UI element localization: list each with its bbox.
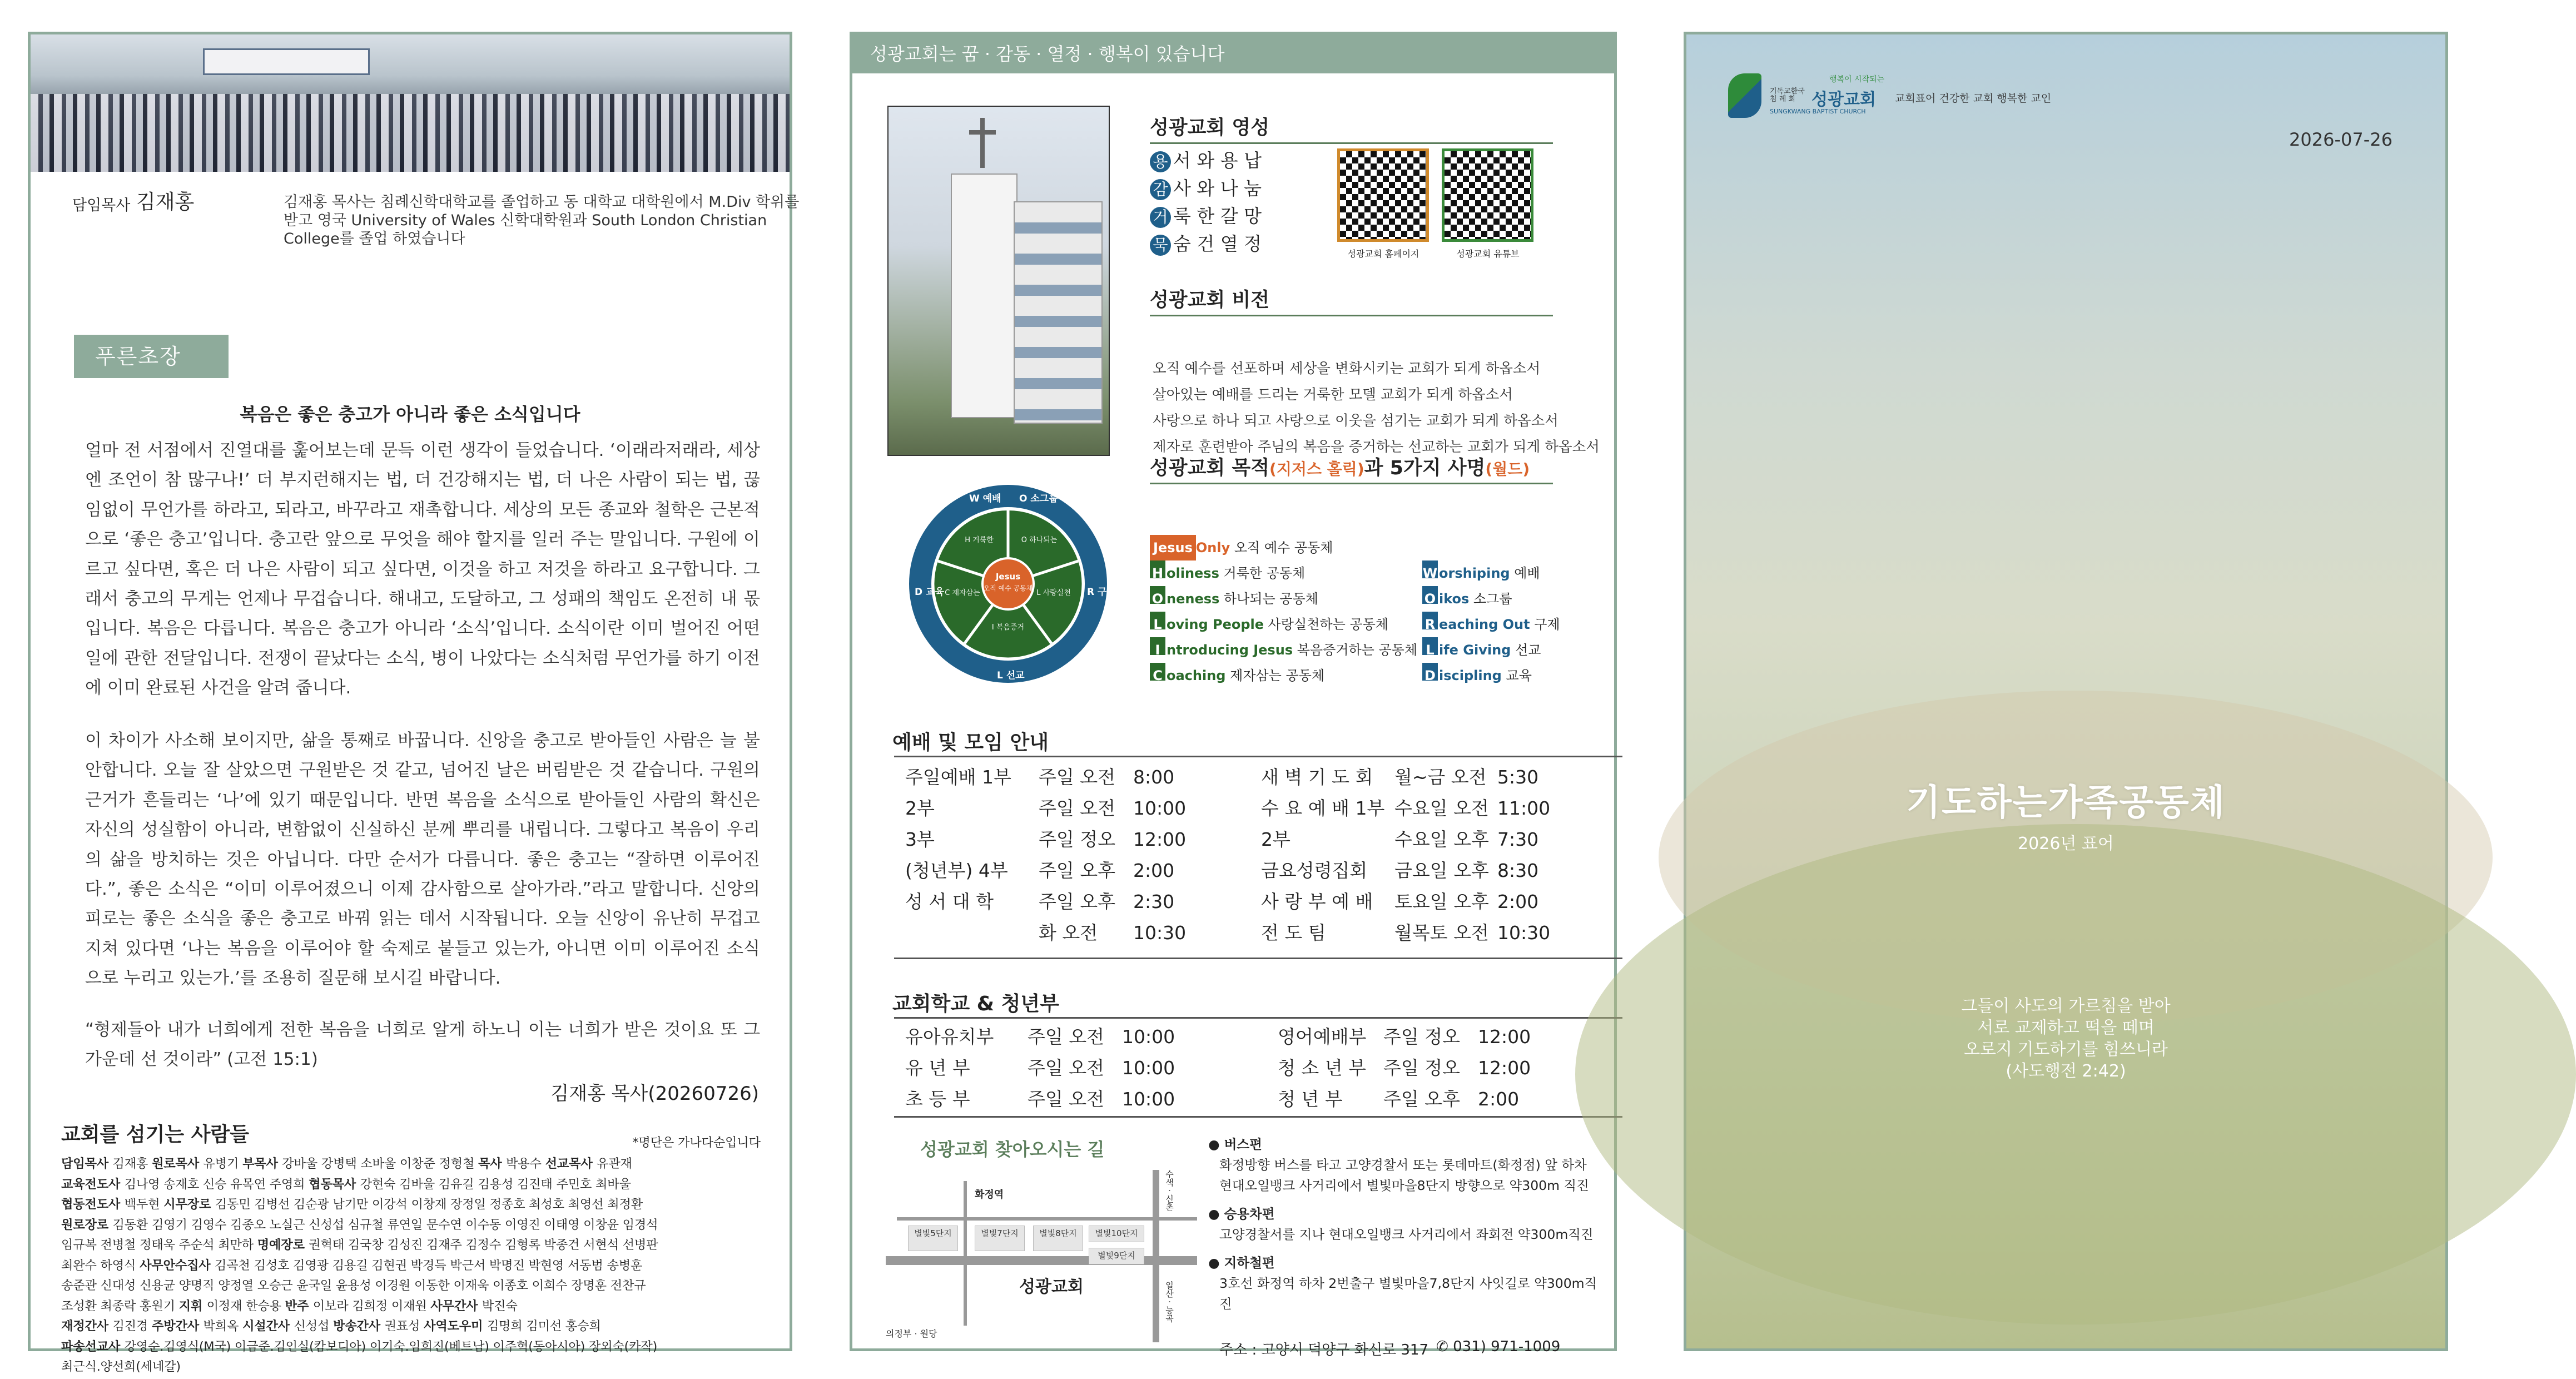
- spirit-item: [1150, 202, 1262, 230]
- worship-schedule: [894, 762, 1622, 949]
- map-b9: 별빛9단지: [1089, 1248, 1144, 1264]
- direction-item: [1208, 1204, 1597, 1245]
- column-paragraph-3: “형제들아 내가 너희에게 전한 복음을 너희로 알게 하노니 이는 너희가 받은 것이요 또 그 가운데 선 것이라” (고전 15:1): [85, 1020, 760, 1070]
- world-rest: ikos: [1439, 591, 1470, 607]
- schedule-cell: 10:00: [1122, 1057, 1175, 1079]
- people-role: 담임목사: [61, 1157, 113, 1171]
- people-names: 김재홍: [112, 1157, 152, 1171]
- verse-line: 오로지 기도하기를 힘쓰니라: [1964, 1040, 2168, 1059]
- purpose-title: [1150, 453, 1553, 484]
- people-role: 협동전도사: [61, 1197, 125, 1212]
- schedule-row: [894, 1084, 1622, 1115]
- spirit-initial: 용: [1150, 151, 1171, 172]
- panel-header: 성광교회는 꿈 · 감동 · 열정 · 행복이 있습니다: [852, 34, 1614, 73]
- church-name: 성광교회: [1811, 90, 1876, 110]
- verse-line: 서로 교제하고 떡을 떼며: [1977, 1018, 2155, 1038]
- jesus-only: Only: [1195, 540, 1230, 555]
- people-names: 백두현: [124, 1197, 164, 1212]
- column-paragraph-2: 이 차이가 사소해 보이지만, 삶을 통째로 바꿉니다. 신앙을 충고로 받아들인 사람은 늘 불안합니다. 오늘 잘 살았으면 구원받은 것 같고, 넘어진 날은 버림받은 것 같습니다. 구원의 근거가 흔들리는 ‘나’에 있기 때문입니다. 반면 복음을 소식으로 받아들인 사람의 확신은 자신의 성실함이 아니라, 변함없이 신실하신 분께 뿌리를 내립니다. 그렇다고 복음이 우리의 삶을 방치하는 것은 아닙니다. 다만 순서가 다릅니다. 좋은 충고는 “잘하면 이루어진다.”, 좋은 소식은 “이미 이루어졌으니 이제 감사함으로 살아가라.”라고 말합니다. 신앙의 피로는 좋은 소식을 좋은 충고로 바꿔 읽는 데서 시작됩니다. 오늘 신앙이 유난히 무겁고 지쳐 있다면 ‘나는 복음을 이루어야 할 숙제로 붙들고 있는가, 아니면 이미 이루어진 소식으로 누리고 있는가.’를 조용히 질문해 보시길 바랍니다.: [85, 731, 760, 989]
- schedule-row: [894, 1053, 1622, 1084]
- people-names: 이보라 김희정 이재원: [312, 1298, 431, 1313]
- world-rest: ife Giving: [1439, 642, 1511, 658]
- schedule-cell: 10:00: [1122, 1088, 1175, 1110]
- crowd-image: [31, 94, 790, 172]
- pastor-role: 담임목사: [72, 197, 131, 214]
- wheel-h: H 거룩한: [965, 536, 994, 544]
- people-names: 권표성: [384, 1319, 424, 1333]
- people-list: [61, 1154, 767, 1377]
- schedule-cell: 주일 오후: [1039, 891, 1116, 912]
- people-role: 방송간사: [333, 1319, 385, 1333]
- pastor-name: 김재홍: [136, 191, 195, 214]
- world-letter: R: [1422, 612, 1438, 629]
- map-main-road: [886, 1256, 1197, 1265]
- world-letter: L: [1422, 637, 1438, 655]
- cover-title: 기도하는가족공동체: [1906, 782, 2226, 824]
- holic-rest: oaching: [1167, 668, 1226, 683]
- world-desc: 교육: [1501, 668, 1532, 683]
- mission-wheel-diagram: [908, 484, 1116, 684]
- direction-mode: ● 버스편: [1208, 1137, 1262, 1152]
- people-role: 선교목사: [545, 1157, 597, 1171]
- people-names: 조성환 최종락 홍원기: [61, 1298, 179, 1313]
- people-names: 김곡천 김성호 김영광 김용길 김현권 박경득 박근서 박명진 박현영 서동범 송병훈: [215, 1258, 643, 1273]
- people-names: 유병기: [203, 1157, 243, 1171]
- column-title: 복음은 좋은 충고가 아니라 좋은 소식입니다: [240, 404, 580, 425]
- spirit-initial: 감: [1150, 179, 1171, 200]
- schedule-cell: 10:30: [1133, 922, 1187, 944]
- schedule-cell: 3부: [905, 829, 935, 850]
- people-row: [61, 1174, 767, 1195]
- people-note: *명단은 가나다순입니다: [632, 1136, 761, 1150]
- wheel-center-label: Jesus: [995, 572, 1021, 582]
- people-names: 강영순.김영식(M국) 이금준.김인실(캄보디아) 이기숙.임희진(베트남) 이주혁(동아시아) 장외숙(카작): [124, 1339, 658, 1354]
- purpose-title-main: 성광교회 목적: [1150, 457, 1270, 479]
- schedule-cell: 2:00: [1478, 1088, 1520, 1110]
- schedule-row: [894, 762, 1622, 793]
- world-desc: 구제: [1530, 617, 1560, 632]
- schedule-cell: 8:30: [1497, 860, 1539, 881]
- schedule-cell: 주일예배 1부: [905, 766, 1011, 788]
- map-station: 화정역: [975, 1189, 1004, 1201]
- schedule-cell: 주일 오전: [1028, 1026, 1105, 1048]
- world-rest: eaching Out: [1439, 617, 1530, 632]
- world-letter: O: [1422, 586, 1438, 604]
- people-row: [61, 1235, 767, 1256]
- spirit-initial: 묵: [1150, 235, 1171, 256]
- holic-item: [1150, 586, 1417, 612]
- church-logo-icon: [1728, 73, 1761, 118]
- world-desc: 예배: [1510, 566, 1540, 581]
- schedule-cell: 사 랑 부 예 배: [1261, 891, 1373, 912]
- direction-text: 3호선 화정역 하차 2번출구 별빛마을7,8단지 사잇길로 약300m직진: [1219, 1276, 1597, 1312]
- schedule-cell: 월목토 오전: [1394, 922, 1489, 944]
- schedule-cell: 2부: [1261, 829, 1291, 850]
- world-word: [1422, 591, 1469, 607]
- schedule-row: [894, 886, 1622, 917]
- schedule-cell: 10:00: [1133, 797, 1187, 819]
- column-paragraph-1: 얼마 전 서점에서 진열대를 훑어보는데 문득 이런 생각이 들었습니다. ‘이래라저래라, 세상엔 조언이 참 많구나!’ 더 부지런해지는 법, 더 건강해지는 법, 더 나은 사람이 되는 법, 끊임없이 무언가를 하라고, 되라고, 바꾸라고 재촉합니다. 세상의 모든 종교와 철학은 근본적으로 ‘좋은 충고’입니다. 충고란 앞으로 무엇을 해야 할지를 일러 주는 말입니다. 구원에 이르고 싶다면, 혹은 더 나은 사람이 되고 싶다면, 이것을 하고 저것을 하라고 요구합니다. 그래서 충고의 무게는 언제나 무겁습니다. 해내고, 도달하고, 그 성패의 책임도 온전히 내 몫입니다. 복음은 다릅니다. 복음은 충고가 아니라 ‘소식’입니다. 소식이란 이미 벌어진 어떤 일에 관한 전달입니다. 전쟁이 끝났다는 소식, 병이 나았다는 소식처럼 무언가를 하기 이전에 이미 완료된 사건을 알려 줍니다.: [85, 440, 760, 698]
- world-desc: 소그룹: [1469, 591, 1512, 607]
- holic-letter: H: [1150, 560, 1165, 578]
- spirit-text: 사 와 나 눔: [1173, 177, 1262, 199]
- world-rest: iscipling: [1439, 668, 1502, 683]
- people-row: [61, 1256, 767, 1276]
- people-role: 시설간사: [242, 1319, 294, 1333]
- holic-item: [1150, 612, 1417, 637]
- direction-text: 화정방향 버스를 타고 고양경찰서 또는 롯데마트(화정점) 앞 하차 현대오일뱅크 사거리에서 별빛마을8단지 방향으로 약300m 직진: [1219, 1157, 1589, 1193]
- holic-letter: O: [1150, 586, 1165, 604]
- schedule-cell: 7:30: [1497, 829, 1539, 850]
- year-motto: 교회표어 건강한 교회 행복한 교인: [1895, 92, 2052, 105]
- people-names: 강현숙 김바울 김유길 김용성 김진태 주민호 최바울: [360, 1177, 631, 1192]
- spirit-initial: 거: [1150, 207, 1171, 228]
- photo-strip: [31, 34, 790, 172]
- spirit-item: [1150, 230, 1262, 258]
- world-list: [1422, 560, 1560, 688]
- wheel-o: O 하나되는: [1021, 536, 1058, 544]
- map-susek: 수색 · 신촌: [1164, 1170, 1174, 1212]
- schedule-cell: 유 년 부: [905, 1057, 970, 1079]
- worship-divider-top: [894, 756, 1622, 757]
- schedule-cell: 주일 오전: [1028, 1088, 1105, 1110]
- building-wing: [1014, 201, 1103, 424]
- people-role: 반주: [285, 1298, 313, 1313]
- schedule-cell: 월~금 오전: [1394, 766, 1487, 788]
- people-names: 송준관 신대성 신용균 양명직 양정열 오승근 윤국일 윤용성 이경원 이동한 이재욱 이종호 이희수 장명훈 전찬규: [61, 1278, 646, 1293]
- verse-line: 그들이 사도의 가르침을 받아: [1961, 996, 2171, 1016]
- people-names: 김진경: [112, 1319, 152, 1333]
- schedule-cell: 2:30: [1133, 891, 1175, 912]
- homepage-qr-icon[interactable]: [1337, 148, 1429, 242]
- direction-item: [1208, 1134, 1597, 1196]
- people-row: [61, 1194, 767, 1215]
- holic-word: [1150, 617, 1264, 632]
- holic-desc: 제자삼는 공동체: [1225, 668, 1325, 683]
- people-names: 강바울 강병택 소바울 이창준 정형철: [282, 1157, 479, 1171]
- cover-subtitle: 2026년 표어: [2018, 834, 2114, 854]
- schedule-cell: 주일 정오: [1039, 829, 1116, 850]
- schedule-cell: 금요성령집회: [1261, 860, 1368, 881]
- people-role: 재정간사: [61, 1319, 113, 1333]
- people-names: 최완수 하영식: [61, 1258, 140, 1273]
- schedule-row: [894, 917, 1622, 949]
- people-names: 유관재: [597, 1157, 632, 1171]
- schedule-row: [894, 793, 1622, 824]
- holic-word: [1150, 668, 1226, 683]
- map-road-3: [1153, 1170, 1159, 1342]
- schedule-cell: 주일 오후: [1383, 1088, 1461, 1110]
- world-word: [1422, 566, 1510, 581]
- people-names: 김나영 송재호 신승 유목연 주영희: [124, 1177, 309, 1192]
- wheel-l2: L 선교: [997, 670, 1025, 681]
- pastor-bio: 김재홍 목사는 침례신학대학교를 졸업하고 동 대학교 대학원에서 M.Div 학위를 받고 영국 University of Wales 신학대학원과 South London Christian College를 졸업 하였습니다: [284, 194, 800, 247]
- people-row: [61, 1357, 767, 1377]
- holic-desc: 사랑실천하는 공동체: [1264, 617, 1388, 632]
- photo-banner: [203, 48, 370, 75]
- building-tower: [951, 173, 1018, 418]
- schedule-cell: 전 도 팀: [1261, 922, 1326, 944]
- church-logo: [1728, 73, 2062, 123]
- purpose-title-sub: (지저스 홀릭): [1269, 460, 1364, 478]
- worship-title: 예배 및 모임 안내: [892, 731, 1049, 754]
- vision-item: 제자로 훈련받아 주님의 복음을 증거하는 선교하는 교회가 되게 하옵소서: [1153, 439, 1600, 455]
- jesus-desc: 오직 예수 공동체: [1234, 540, 1333, 555]
- vision-item: 오직 예수를 선포하며 세상을 변화시키는 교회가 되게 하옵소서: [1153, 360, 1541, 377]
- school-title: 교회학교 & 청년부: [892, 993, 1059, 1015]
- people-role: 파송선교사: [61, 1339, 125, 1354]
- holic-rest: oliness: [1167, 566, 1219, 581]
- world-letter: D: [1422, 663, 1438, 681]
- world-item: [1422, 586, 1560, 612]
- cover-background: [1686, 34, 2445, 1348]
- schedule-row: [894, 855, 1622, 886]
- people-role: 주방간사: [152, 1319, 204, 1333]
- people-role: 부목사: [242, 1157, 282, 1171]
- section-tag: 푸른초장: [74, 335, 229, 378]
- holic-word: [1150, 591, 1219, 607]
- people-names: 김명희 김미선 홍승희: [487, 1319, 601, 1333]
- schedule-cell: 성 서 대 학: [905, 891, 994, 912]
- holic-list: [1150, 560, 1417, 688]
- wheel-i: I 복음증거: [991, 623, 1025, 632]
- schedule-cell: 주일 오전: [1039, 797, 1116, 819]
- column-signature: 김재홍 목사(20260726): [550, 1083, 759, 1105]
- people-role: 명예장로: [257, 1238, 309, 1252]
- schedule-cell: 청 소 년 부: [1278, 1057, 1366, 1079]
- people-row: [61, 1296, 767, 1317]
- holic-item: [1150, 637, 1417, 663]
- people-names: 임규복 전병철 정태욱 주순석 최만하: [61, 1238, 257, 1252]
- school-divider-bottom: [894, 1116, 1622, 1118]
- wheel-w: W 예배: [969, 493, 1001, 504]
- holic-item: [1150, 663, 1417, 688]
- mission-list: [1150, 535, 1417, 688]
- school-schedule: [894, 1021, 1622, 1115]
- school-divider-top: [894, 1017, 1622, 1019]
- vision-item: 사랑으로 하나 되고 사랑으로 이웃을 섬기는 교회가 되게 하옵소서: [1153, 413, 1558, 429]
- wheel-center-text: 오직 예수 공동체: [983, 584, 1033, 592]
- schedule-cell: 금요일 오후: [1394, 860, 1489, 881]
- logo-slogan: 행복이 시작되는: [1829, 75, 1885, 84]
- phone-number[interactable]: 031) 971-1009: [1453, 1338, 1561, 1355]
- schedule-cell: 12:00: [1478, 1057, 1531, 1079]
- congregation-photo: [31, 34, 790, 172]
- world-item: [1422, 663, 1560, 688]
- people-row: [61, 1316, 767, 1337]
- schedule-cell: 2부: [905, 797, 935, 819]
- people-role: 사무안수집사: [140, 1258, 215, 1273]
- wheel-l: L 사랑실천: [1036, 589, 1071, 597]
- qr-caption-youtube: 성광교회 유튜브: [1456, 249, 1520, 259]
- map-road-2: [897, 1217, 1197, 1221]
- verse-line: (사도행전 2:42): [2006, 1061, 2126, 1081]
- map-b8: 별빛8단지: [1033, 1226, 1083, 1251]
- schedule-cell: 수요일 오전: [1394, 797, 1489, 819]
- people-names: 신성섭: [294, 1319, 334, 1333]
- holic-desc: 거룩한 공동체: [1219, 566, 1306, 581]
- people-row: [61, 1276, 767, 1296]
- holic-letter: I: [1150, 637, 1165, 655]
- people-role: 목사: [478, 1157, 507, 1171]
- people-names: 박희옥: [203, 1319, 243, 1333]
- people-role: 사역도우미: [424, 1319, 487, 1333]
- schedule-cell: 주일 정오: [1383, 1057, 1461, 1079]
- vision-list: [1153, 356, 1600, 460]
- schedule-row: [894, 1021, 1622, 1053]
- schedule-cell: 초 등 부: [905, 1088, 970, 1110]
- church-phone: [1436, 1338, 1560, 1355]
- schedule-cell: 주일 정오: [1383, 1026, 1461, 1048]
- map-title: 성광교회 찾아오시는 길: [920, 1139, 1105, 1160]
- people-role: 교육전도사: [61, 1177, 125, 1192]
- holic-rest: oving People: [1167, 617, 1264, 632]
- people-names: 박진숙: [482, 1298, 518, 1313]
- bulletin-date: 2026-07-26: [2289, 129, 2393, 150]
- bulletin-panel-info: [850, 32, 1617, 1358]
- jesus-badge: Jesus: [1150, 535, 1196, 560]
- purpose-title-mid: 과 5가지 사명: [1364, 457, 1486, 479]
- people-role: 협동목사: [309, 1177, 360, 1192]
- people-role: 사무간사: [430, 1298, 482, 1313]
- spirit-item: [1150, 175, 1262, 202]
- schedule-cell: 주일 오후: [1039, 860, 1116, 881]
- direction-item: [1208, 1253, 1597, 1314]
- world-word: [1422, 668, 1502, 683]
- schedule-cell: 12:00: [1478, 1026, 1531, 1048]
- people-role: 원로장로: [61, 1217, 113, 1232]
- people-row: [61, 1154, 767, 1174]
- people-names: 김동환 김영기 김영수 김종오 노실근 신성섭 심규철 류연일 문수연 이수동 이영진 이태영 이창윤 임경석: [112, 1217, 658, 1232]
- schedule-cell: 12:00: [1133, 829, 1187, 850]
- church-denomination: 기독교한국 침 례 회: [1770, 87, 1805, 103]
- schedule-cell: 8:00: [1133, 766, 1175, 788]
- phone-icon: ✆: [1436, 1338, 1453, 1355]
- worship-divider-bottom: [894, 958, 1622, 959]
- schedule-cell: 10:00: [1122, 1026, 1175, 1048]
- spirit-text: 숨 건 열 정: [1173, 233, 1262, 255]
- world-word: [1422, 642, 1511, 658]
- direction-mode: ● 지하철편: [1208, 1255, 1275, 1271]
- bulletin-panel-cover: [1684, 32, 2448, 1351]
- schedule-cell: 새 벽 기 도 회: [1261, 766, 1373, 788]
- spirit-text: 룩 한 갈 망: [1173, 205, 1262, 227]
- map-road-label: 의정부 · 원당: [886, 1328, 937, 1339]
- people-names: 박용수: [506, 1157, 545, 1171]
- holic-word: [1150, 642, 1293, 658]
- schedule-cell: 화 오전: [1039, 922, 1098, 944]
- holic-rest: neness: [1167, 591, 1220, 607]
- world-desc: 선교: [1511, 642, 1541, 658]
- spirit-item: [1150, 147, 1262, 175]
- people-title: 교회를 섬기는 사람들: [61, 1123, 250, 1146]
- location-map[interactable]: [875, 1131, 1203, 1345]
- vision-item: 살아있는 예배를 드리는 거룩한 모델 교회가 되게 하옵소서: [1153, 386, 1513, 403]
- world-letter: W: [1422, 560, 1438, 578]
- people-role: 지휘: [178, 1298, 207, 1313]
- wheel-r: R 구제: [1087, 587, 1116, 598]
- church-address: 주소 : 고양시 덕양구 화신로 317: [1219, 1342, 1428, 1358]
- bulletin-panel-pastor: [28, 32, 800, 1374]
- spirit-list: [1150, 147, 1262, 258]
- purpose-title-end: (월드): [1485, 460, 1530, 478]
- holic-item: [1150, 560, 1417, 586]
- schedule-cell: 주일 오전: [1039, 766, 1116, 788]
- directions-list: [1208, 1134, 1597, 1322]
- world-item: [1422, 560, 1560, 586]
- wheel-o2: O 소그룹: [1019, 493, 1058, 504]
- church-english-name: SUNGKWANG BAPTIST CHURCH: [1770, 108, 1866, 115]
- map-ilsan: 일산 · 능곡: [1164, 1281, 1174, 1323]
- people-names: 이정재 한승용: [206, 1298, 285, 1313]
- schedule-cell: 유아유치부: [905, 1026, 994, 1048]
- cross-icon: [980, 118, 985, 168]
- map-b5: 별빛5단지: [908, 1226, 958, 1251]
- schedule-cell: 2:00: [1497, 891, 1539, 912]
- holic-letter: C: [1150, 663, 1165, 681]
- direction-mode: ● 승용차편: [1208, 1206, 1275, 1222]
- people-role: 원로목사: [152, 1157, 204, 1171]
- holic-desc: 복음증거하는 공동체: [1293, 642, 1418, 658]
- spirit-text: 서 와 용 납: [1173, 150, 1262, 171]
- world-word: [1422, 617, 1530, 632]
- holic-rest: ntroducing Jesus: [1167, 642, 1293, 658]
- map-church: 성광교회: [1019, 1277, 1084, 1297]
- youtube-qr-icon[interactable]: [1442, 148, 1533, 242]
- holic-letter: L: [1150, 612, 1165, 629]
- wheel-d: D 교육: [915, 587, 944, 598]
- wheel-c: C 제자삼는: [945, 589, 980, 597]
- schedule-cell: 2:00: [1133, 860, 1175, 881]
- schedule-cell: 수요일 오후: [1394, 829, 1489, 850]
- holic-word: [1150, 566, 1219, 581]
- vision-title: 성광교회 비전: [1150, 285, 1553, 316]
- cover-verse: [1686, 995, 2445, 1082]
- schedule-cell: 수 요 예 배 1부: [1261, 797, 1385, 819]
- schedule-cell: 토요일 오후: [1394, 891, 1489, 912]
- spirit-title: 성광교회 영성: [1150, 112, 1553, 144]
- map-b7: 별빛7단지: [975, 1226, 1025, 1251]
- schedule-cell: 10:30: [1497, 922, 1551, 944]
- schedule-cell: 영어예배부: [1278, 1026, 1367, 1048]
- people-row: [61, 1215, 767, 1236]
- map-b10: 별빛10단지: [1089, 1226, 1144, 1242]
- direction-text: 고양경찰서를 지나 현대오일뱅크 사거리에서 좌회전 약300m직진: [1219, 1227, 1594, 1242]
- people-names: 김동민 김병선 김순광 남기만 이강석 이창재 장정일 정종호 최성호 최영선 최정환: [215, 1197, 643, 1212]
- church-building-photo: [887, 106, 1110, 456]
- people-row: [61, 1337, 767, 1357]
- schedule-cell: (청년부) 4부: [905, 860, 1008, 881]
- schedule-cell: 청 년 부: [1278, 1088, 1343, 1110]
- schedule-row: [894, 824, 1622, 855]
- schedule-cell: 11:00: [1497, 797, 1551, 819]
- people-role: 시무장로: [163, 1197, 215, 1212]
- map-road-4: [964, 1181, 967, 1326]
- schedule-cell: 5:30: [1497, 766, 1539, 788]
- world-rest: orshiping: [1439, 566, 1510, 581]
- people-names: 권혁태 김국창 김성진 김재주 김정수 김형록 박종건 서현석 선병판: [309, 1238, 658, 1252]
- people-names: 최근식.양선희(세네갈): [61, 1360, 181, 1374]
- world-item: [1422, 637, 1560, 663]
- jesus-only-row: [1150, 535, 1417, 560]
- holic-desc: 하나되는 공동체: [1219, 591, 1318, 607]
- schedule-cell: 주일 오전: [1028, 1057, 1105, 1079]
- qr-caption-homepage: 성광교회 홈페이지: [1347, 249, 1419, 259]
- world-item: [1422, 612, 1560, 637]
